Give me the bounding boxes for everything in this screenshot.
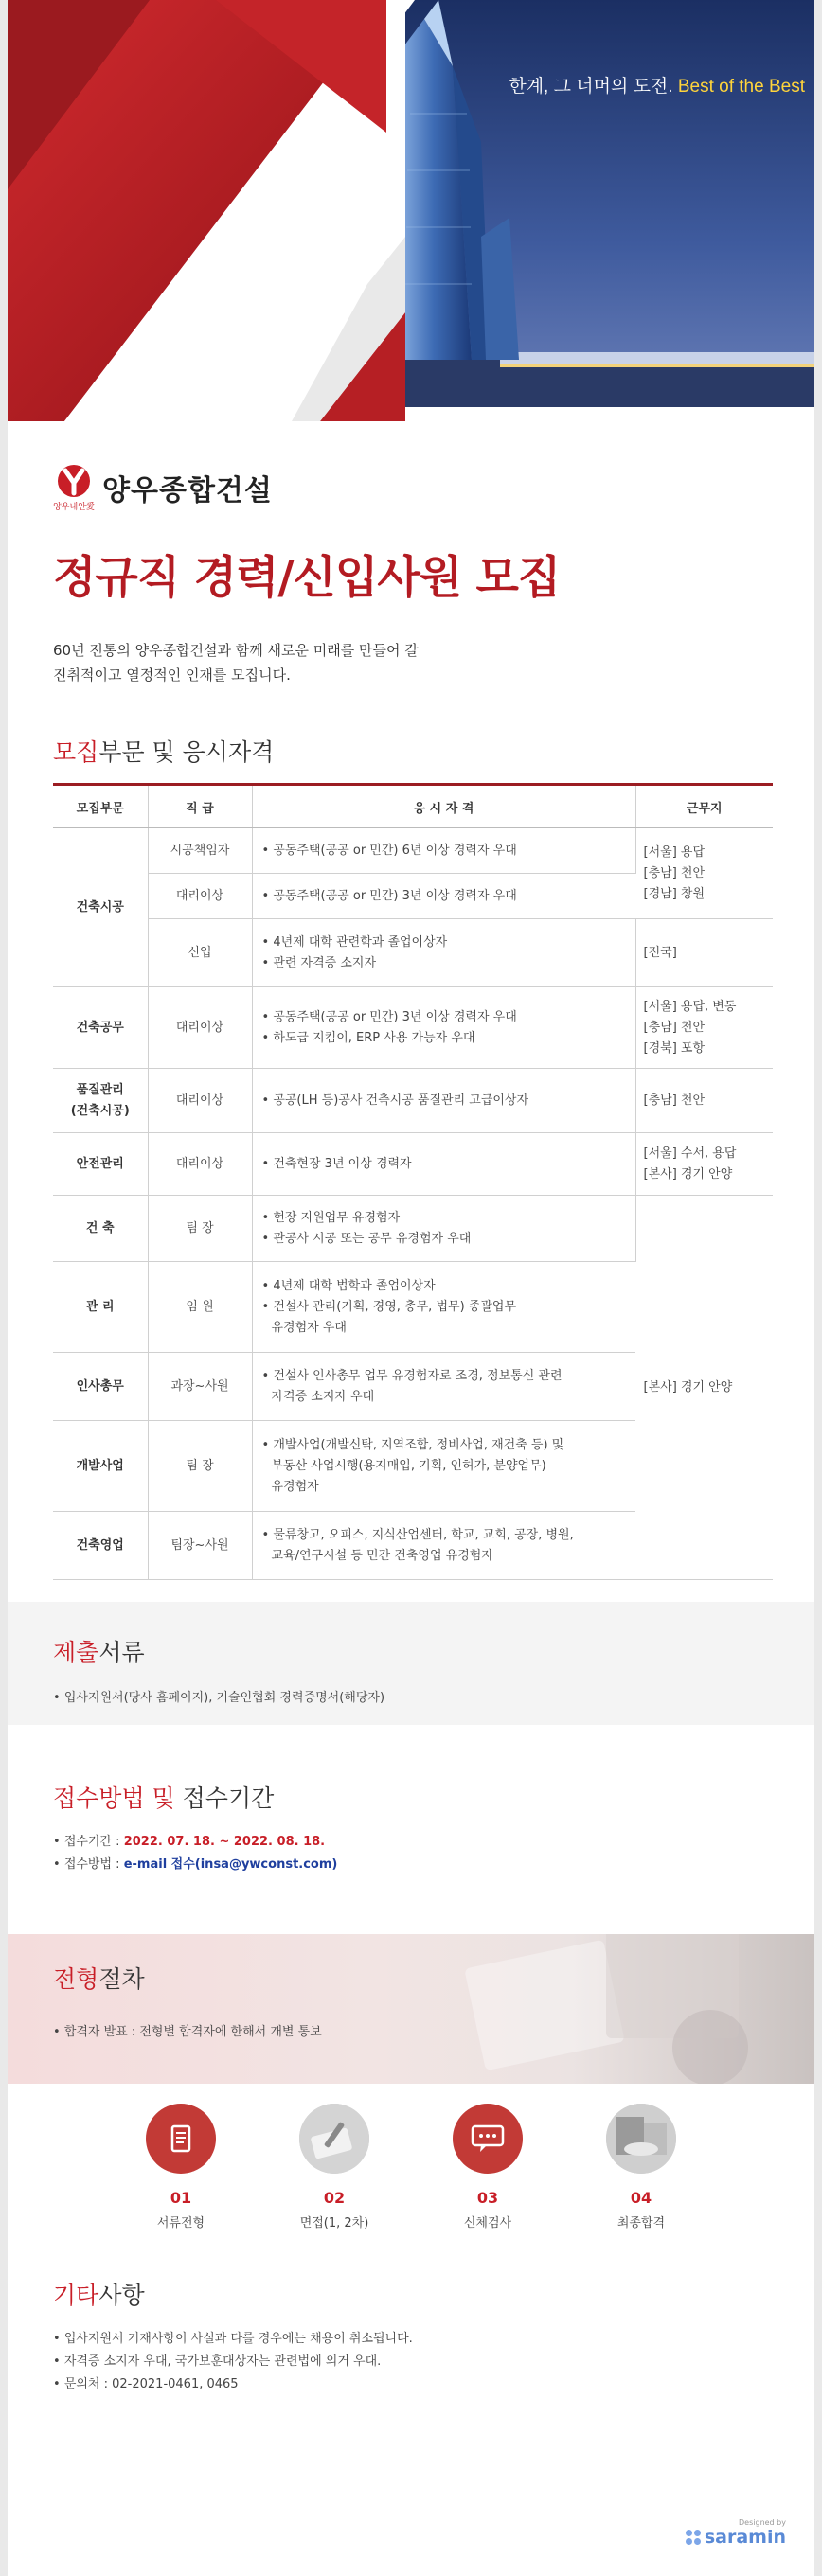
qual-cell: • 4년제 대학 법학과 졸업이상자 • 건설사 관리(기획, 경영, 총무, 법무) 종괄업무 유경험자 우대 bbox=[252, 1262, 635, 1353]
step-label: 서류전형 bbox=[156, 2216, 206, 2230]
document-icon bbox=[146, 2104, 216, 2174]
process-line: • 합격자 발표 : 전형별 합격자에 한해서 개별 통보 bbox=[53, 2021, 769, 2044]
dept-cell: 안전관리 bbox=[53, 1133, 148, 1196]
rank-cell: 시공책임자 bbox=[148, 828, 252, 874]
hero-image bbox=[8, 0, 814, 421]
step-number: 03 bbox=[476, 2189, 499, 2207]
page-title: 정규직 경력/신입사원 모집 bbox=[53, 552, 561, 604]
documents-section bbox=[8, 1602, 814, 1725]
recruit-table bbox=[53, 783, 773, 1580]
step-number: 01 bbox=[170, 2189, 192, 2207]
step-2 bbox=[282, 2104, 386, 2230]
etc-line: • 입사지원서 기재사항이 사실과 다를 경우에는 채용이 취소됩니다. bbox=[53, 2328, 769, 2351]
rank-cell: 팀 장 bbox=[148, 1196, 252, 1262]
dept-cell: 품질관리 (건축시공) bbox=[53, 1069, 148, 1133]
header-location: 근무지 bbox=[635, 785, 773, 828]
apply-period-value: 2022. 07. 18. ~ 2022. 08. 18. bbox=[123, 1835, 326, 1849]
rank-cell: 대리이상 bbox=[148, 1069, 252, 1133]
step-label: 최종합격 bbox=[616, 2216, 666, 2230]
dept-cell: 관 리 bbox=[53, 1262, 148, 1353]
rank-cell: 팀장~사원 bbox=[148, 1512, 252, 1580]
location-cell: [본사] 경기 안양 bbox=[635, 1196, 773, 1580]
logo-slogan: 양우내안愛 bbox=[53, 503, 95, 512]
apply-email-link[interactable]: e-mail 접수(insa@ywconst.com) bbox=[123, 1857, 338, 1872]
step-1 bbox=[129, 2104, 233, 2230]
step-4 bbox=[589, 2104, 693, 2230]
etc-title: 기타사항 bbox=[53, 2282, 145, 2309]
dept-cell: 인사총무 bbox=[53, 1353, 148, 1421]
etc-line: • 자격증 소지자 우대, 국가보훈대상자는 관련법에 의거 우대. bbox=[53, 2351, 769, 2373]
qual-cell: • 공공(LH 등)공사 건축시공 품질관리 고급이상자 bbox=[252, 1069, 635, 1133]
step-number: 02 bbox=[323, 2189, 346, 2207]
location-cell: [서울] 용답 [충남] 천안 [경남] 창원 bbox=[635, 828, 773, 919]
table-row bbox=[53, 828, 773, 874]
table-row bbox=[53, 987, 773, 1069]
chat-bubble-icon bbox=[453, 2104, 523, 2174]
etc-section bbox=[8, 2277, 814, 2396]
qual-cell: • 공동주택(공공 or 민간) 6년 이상 경력자 우대 bbox=[252, 828, 635, 874]
saramin-dots-icon bbox=[686, 2530, 701, 2545]
apply-method: • 접수방법 : e-mail 접수(insa@ywconst.com) bbox=[53, 1854, 769, 1876]
table-row bbox=[53, 1069, 773, 1133]
process-section bbox=[8, 1934, 814, 2084]
qual-cell: • 공동주택(공공 or 민간) 3년 이상 경력자 우대 • 하도급 지킴이, ERP 사용 가능자 우대 bbox=[252, 987, 635, 1069]
location-cell: [서울] 용답, 변동 [충남] 천안 [경북] 포항 bbox=[635, 987, 773, 1069]
location-cell: [서울] 수서, 용답 [본사] 경기 안양 bbox=[635, 1133, 773, 1196]
rank-cell: 팀 장 bbox=[148, 1421, 252, 1512]
header-rank: 직 급 bbox=[148, 785, 252, 828]
hero-tagline-en: Best of the Best bbox=[677, 77, 805, 97]
table-header-row bbox=[53, 785, 773, 828]
designer-credit bbox=[686, 2518, 786, 2548]
rank-cell: 대리이상 bbox=[148, 987, 252, 1069]
step-number: 04 bbox=[630, 2189, 652, 2207]
rank-cell: 과장~사원 bbox=[148, 1353, 252, 1421]
credit-brand bbox=[686, 2527, 786, 2548]
recruit-section bbox=[8, 734, 814, 1605]
job-posting-sheet bbox=[8, 0, 814, 2576]
rank-cell: 신입 bbox=[148, 919, 252, 987]
table-row bbox=[53, 1196, 773, 1262]
interview-photo-icon bbox=[299, 2104, 369, 2174]
intro-desc-line-2: 진취적이고 열정적인 인재를 모집니다. bbox=[53, 666, 291, 684]
company-logo bbox=[53, 459, 814, 516]
hero-tagline-ko: 한계, 그 너머의 도전. bbox=[509, 77, 673, 97]
recruit-title: 모집부문 및 응시자격 bbox=[53, 738, 275, 766]
qual-cell: • 개발사업(개발신탁, 지역조합, 정비사업, 재건축 등) 및 부동산 사업시행(용지매입, 기획, 인허가, 분양업무) 유경험자 bbox=[252, 1421, 635, 1512]
credit-brand-name: saramin bbox=[704, 2527, 786, 2548]
qual-cell: • 공동주택(공공 or 민간) 3년 이상 경력자 우대 bbox=[252, 874, 635, 919]
step-3 bbox=[436, 2104, 540, 2230]
documents-title: 제출서류 bbox=[53, 1639, 145, 1666]
process-background-photo bbox=[436, 1934, 777, 2084]
intro-section bbox=[8, 421, 814, 734]
logo-y-icon bbox=[53, 462, 95, 513]
company-name: 양우종합건설 bbox=[102, 474, 273, 507]
credit-designed-by: Designed by bbox=[739, 2518, 786, 2527]
dept-cell: 건축시공 bbox=[53, 828, 148, 987]
location-cell: [충남] 천안 bbox=[635, 1069, 773, 1133]
hero-tagline bbox=[509, 72, 805, 98]
qual-cell: • 현장 지원업무 유경험자 • 관공사 시공 또는 공무 유경험자 우대 bbox=[252, 1196, 635, 1262]
etc-line: • 문의처 : 02-2021-0461, 0465 bbox=[53, 2373, 769, 2396]
table-row bbox=[53, 919, 773, 987]
handshake-photo-icon bbox=[606, 2104, 676, 2174]
apply-section bbox=[8, 1761, 814, 1876]
qual-cell: • 건축현장 3년 이상 경력자 bbox=[252, 1133, 635, 1196]
dept-cell: 건축공무 bbox=[53, 987, 148, 1069]
apply-title: 접수방법 및 접수기간 bbox=[53, 1785, 275, 1812]
documents-line: • 입사지원서(당사 홈페이지), 기술인협회 경력증명서(해당자) bbox=[53, 1687, 769, 1710]
location-cell: [전국] bbox=[635, 919, 773, 987]
rank-cell: 임 원 bbox=[148, 1262, 252, 1353]
step-label: 면접(1, 2차) bbox=[299, 2216, 369, 2230]
qual-cell: • 4년제 대학 관련학과 졸업이상자 • 관련 자격증 소지자 bbox=[252, 919, 635, 987]
apply-period: • 접수기간 : 2022. 07. 18. ~ 2022. 08. 18. bbox=[53, 1831, 769, 1854]
qual-cell: • 물류창고, 오피스, 지식산업센터, 학교, 교회, 공장, 병원, 교육/연구시설 등 민간 건축영업 유경험자 bbox=[252, 1512, 635, 1580]
rank-cell: 대리이상 bbox=[148, 874, 252, 919]
qual-cell: • 건설사 인사총무 업무 유경험자로 조경, 정보통신 관련 자격증 소지자 우대 bbox=[252, 1353, 635, 1421]
step-label: 신체검사 bbox=[463, 2216, 512, 2230]
table-row bbox=[53, 1133, 773, 1196]
dept-cell: 건 축 bbox=[53, 1196, 148, 1262]
process-steps bbox=[8, 2104, 814, 2230]
process-title: 전형절차 bbox=[53, 1965, 145, 1993]
rank-cell: 대리이상 bbox=[148, 1133, 252, 1196]
dept-cell: 건축영업 bbox=[53, 1512, 148, 1580]
hero-banner bbox=[8, 0, 814, 421]
header-dept: 모집부문 bbox=[53, 785, 148, 828]
intro-description bbox=[53, 638, 583, 687]
header-qual: 응 시 자 격 bbox=[252, 785, 635, 828]
dept-cell: 개발사업 bbox=[53, 1421, 148, 1512]
intro-desc-line-1: 60년 전통의 양우종합건설과 함께 새로운 미래를 만들어 갈 bbox=[53, 642, 419, 659]
